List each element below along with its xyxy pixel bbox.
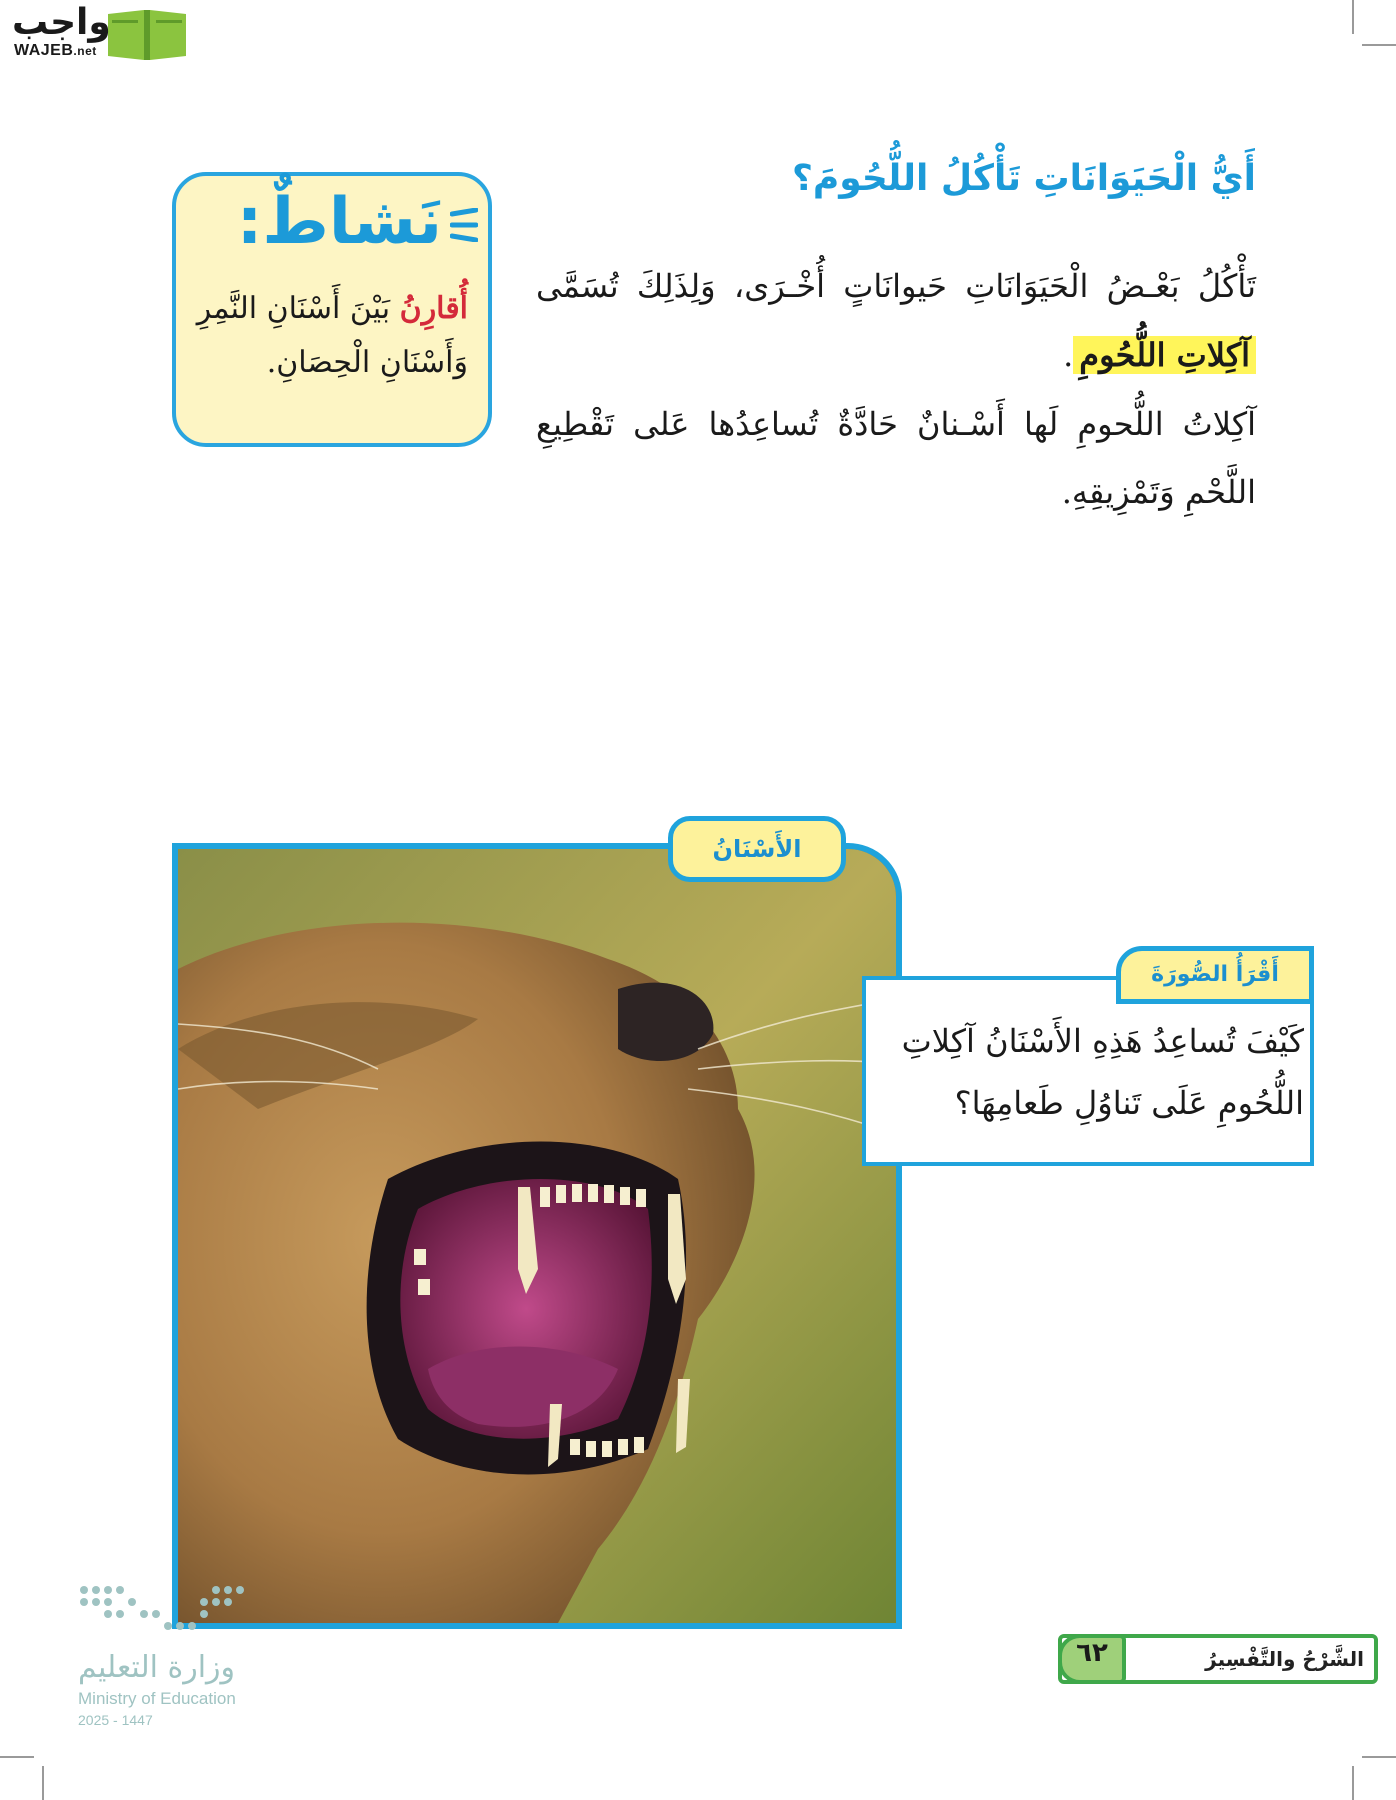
read-picture-question: كَيْفَ تُساعِدُ هَذِهِ الأَسْنَانُ آكِلاتِ اللُّحُومِ عَلَى تَناوُلِ طَعامِهَا؟ <box>901 1022 1304 1123</box>
body-text <box>536 252 1256 527</box>
logo-arabic: واجب <box>12 2 111 43</box>
page-number: ٦٢ <box>1058 1634 1126 1684</box>
crop-mark <box>1352 0 1354 34</box>
sparkle-lines-icon <box>450 208 478 242</box>
lion-illustration <box>178 849 896 1623</box>
section-heading: أَيُّ الْحَيَوَانَاتِ تَأْكُلُ اللُّحُومَ؟ <box>792 158 1256 199</box>
activity-verb: أُقارِنُ <box>399 291 468 326</box>
activity-body: بَيْنَ أَسْنَانِ النَّمِرِ وَأَسْنَانِ الْحِصَانِ. <box>196 291 468 380</box>
crop-mark <box>0 1756 34 1758</box>
teeth-label: الأَسْنَانُ <box>668 816 846 882</box>
logo-latin: WAJEB.net <box>14 42 97 59</box>
crop-mark <box>1362 44 1396 46</box>
paragraph-2: آكِلاتُ اللُّحومِ لَها أَسْـنانٌ حَادَّةٌ تُساعِدُها عَلى تَقْطِيعِ اللَّحْمِ وَتَمْزِيقِهِ. <box>536 404 1256 512</box>
section-label: الشَّرْحُ والتَّفْسِيرُ <box>1205 1647 1364 1671</box>
activity-text <box>183 282 468 390</box>
ministry-english: Ministry of Education <box>78 1689 236 1708</box>
book-icon <box>106 6 188 62</box>
read-picture-title: أَقْرَأُ الصُّورَةَ <box>1116 946 1314 1004</box>
paragraph-1: تَأْكُلُ بَعْـضُ الْحَيَوَانَاتِ حَيوانَاتٍ أُخْـرَى، وَلِذَلِكَ تُسَمَّى آكِلاتِ اللُّحُومِ. <box>536 267 1256 374</box>
lion-photo <box>172 843 902 1629</box>
activity-title: نَشاطٌ: <box>236 185 442 259</box>
keyword-highlight: آكِلاتِ اللُّحُومِ <box>1073 336 1256 374</box>
ministry-arabic: وزارة التعليم <box>78 1650 236 1685</box>
activity-box <box>172 172 492 447</box>
ministry-year: 2025 - 1447 <box>78 1712 153 1728</box>
wajeb-logo[interactable] <box>0 0 195 66</box>
crop-mark <box>1362 1756 1396 1758</box>
ministry-dots-icon <box>78 1582 248 1638</box>
crop-mark <box>1352 1766 1354 1800</box>
crop-mark <box>42 1766 44 1800</box>
